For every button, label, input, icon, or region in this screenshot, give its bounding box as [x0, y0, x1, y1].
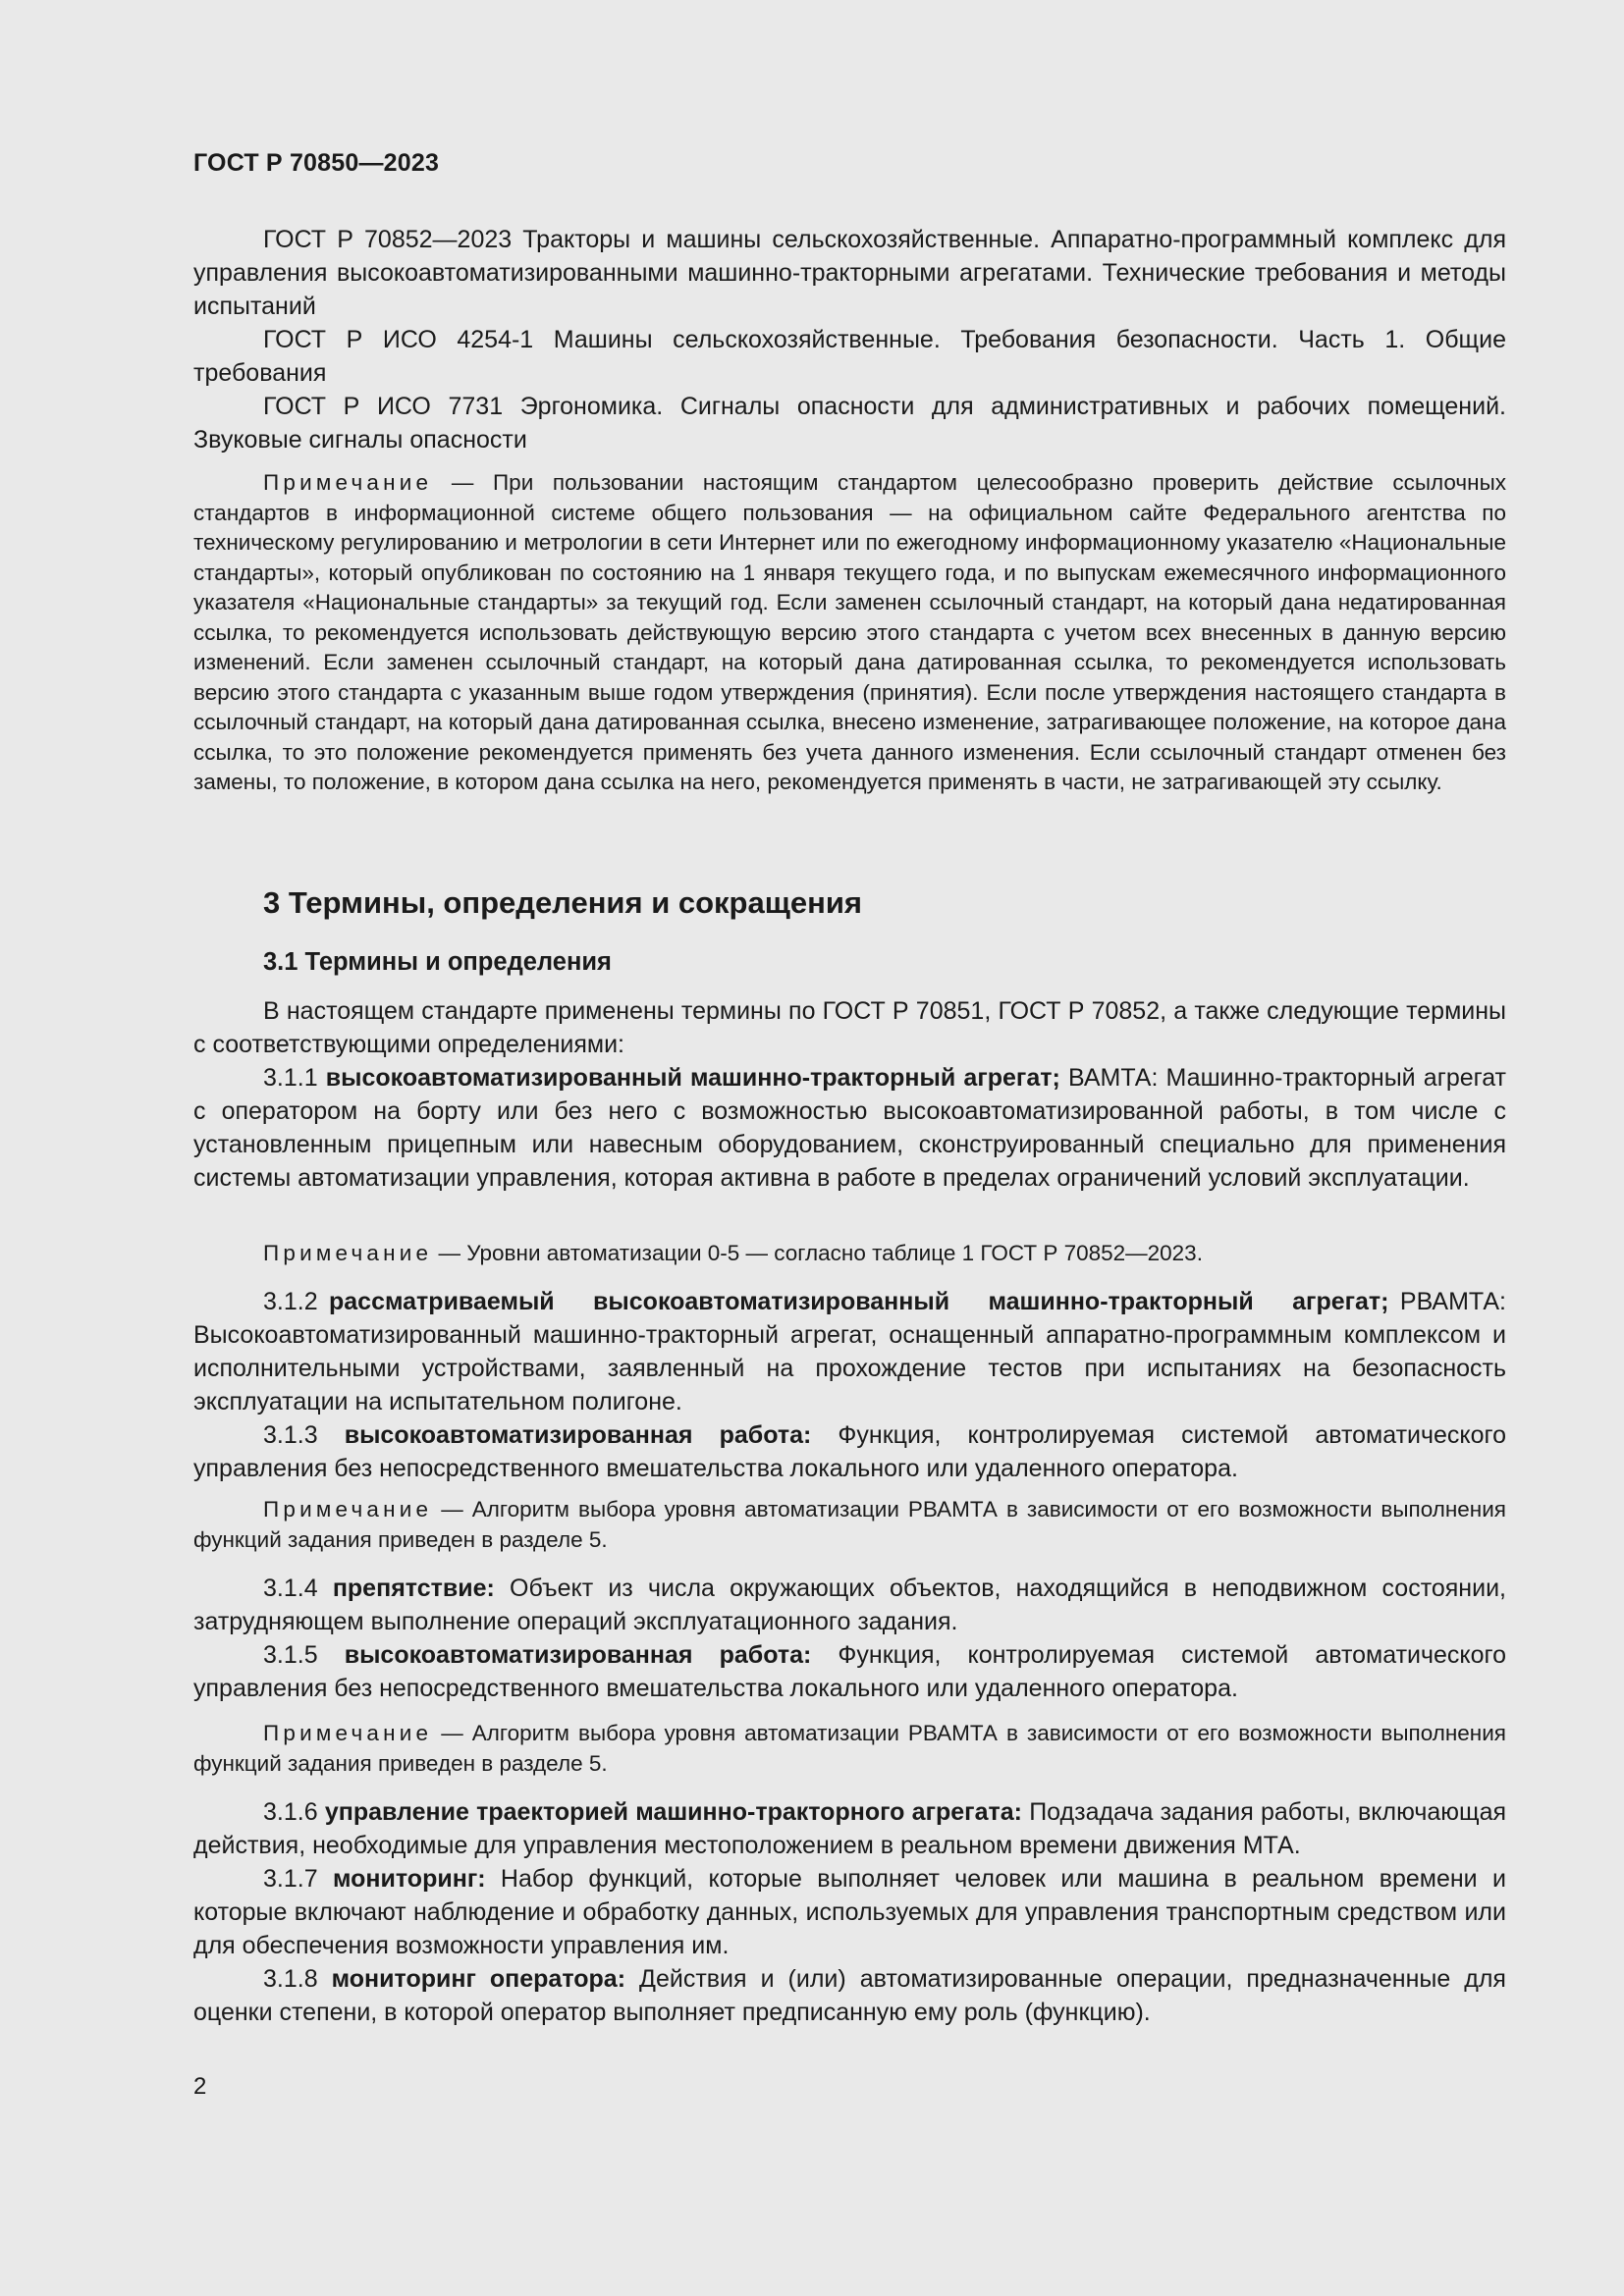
terms-block-4: [193, 1795, 1506, 2029]
subsection-title: 3.1 Термины и определения: [263, 948, 612, 976]
note-label: Примечание: [263, 470, 433, 495]
normative-references: [193, 223, 1506, 456]
page-number: 2: [193, 2073, 207, 2100]
document-header: ГОСТ Р 70850—2023: [193, 149, 440, 177]
note-label: Примечание: [263, 1241, 433, 1265]
reference-item: ГОСТ Р 70852—2023 Тракторы и машины сельскохозяйственные. Аппаратно-программный комплекс для управления высокоавтоматизированными машинно-тракторными агрегатами. Технические требования и методы испытаний: [193, 226, 1506, 320]
note-3-1-3: Примечание — Алгоритм выбора уровня автоматизации РВАМТА в зависимости от его возможности выполнения функций задания приведен в разделе 5.: [193, 1497, 1506, 1552]
terms-block-1: [193, 994, 1506, 1195]
note-text: — При пользовании настоящим стандартом целесообразно проверить действие ссылочных стандартов в информационной системе общего пользования — на официальном сайте Федерального агентства по техническому регулированию и метрологии в сети Интернет или по ежегодному информационному указателю «Национальные стандарты», который опубликован по состоянию на 1 января текущего года, и по выпускам ежемесячного информационного указателя «Национальные стандарты» за текущий год. Если заменен ссылочный стандарт, на который дана недатированная ссылка, то рекомендуется использовать действующую версию этого стандарта с учетом всех внесенных в данную версию изменений. Если заменен ссылочный стандарт, на который дана датированная ссылка, то рекомендуется использовать версию этого стандарта с указанным выше годом утверждения (принятия). Если после утверждения настоящего стандарта в ссылочный стандарт, на который дана датированная ссылка, внесено изменение, затрагивающее положение, на которое дана ссылка, то это положение рекомендуется применять без учета данного изменения. Если ссылочный стандарт отменен без замены, то положение, в котором дана ссылка на него, рекомендуется применять в части, не затрагивающей эту ссылку.: [193, 470, 1506, 794]
note-3-1-1: Примечание — Уровни автоматизации 0-5 — согласно таблице 1 ГОСТ Р 70852—2023.: [263, 1241, 1203, 1265]
term-3-1-3: 3.1.3 высокоавтоматизированная работа: Функция, контролируемая системой автоматического управления без непосредственного вмешательства локального или удаленного оператора.: [193, 1421, 1507, 1482]
note-label: Примечание: [263, 1721, 433, 1745]
terms-block-2: [193, 1285, 1506, 1485]
term-3-1-6: 3.1.6 управление траекторией машинно-тракторного агрегата: Подзадача задания работы, включающая действия, необходимые для управления местоположением в реальном времени движения МТА.: [193, 1798, 1507, 1859]
terms-block-3: [193, 1572, 1506, 1705]
reference-item: ГОСТ Р ИСО 7731 Эргономика. Сигналы опасности для административных и рабочих помещений. Звуковые сигналы опасности: [193, 393, 1506, 454]
section-intro: В настоящем стандарте применены термины по ГОСТ Р 70851, ГОСТ Р 70852, а также следующие термины с соответствующими определениями:: [193, 997, 1506, 1058]
section-title: 3 Термины, определения и сокращения: [263, 885, 862, 920]
reference-item: ГОСТ Р ИСО 4254-1 Машины сельскохозяйственные. Требования безопасности. Часть 1. Общие требования: [193, 326, 1506, 387]
note-label: Примечание: [263, 1497, 433, 1522]
term-3-1-5: 3.1.5 высокоавтоматизированная работа: Функция, контролируемая системой автоматического управления без непосредственного вмешательства локального или удаленного оператора.: [193, 1641, 1507, 1702]
term-3-1-4: 3.1.4 препятствие: Объект из числа окружающих объектов, находящийся в неподвижном состоянии, затрудняющем выполнение операций эксплуатационного задания.: [193, 1575, 1506, 1635]
references-note: [193, 468, 1506, 798]
term-3-1-2: 3.1.2 рассматриваемый высокоавтоматизированный машинно-тракторный агрегат; РВАМТА: Высокоавтоматизированный машинно-тракторный агрегат, оснащенный аппаратно-программным комплексом и исполнительными устройствами, заявленный на прохождение тестов при испытаниях на безопасность эксплуатации на испытательном полигоне.: [193, 1288, 1506, 1415]
term-3-1-1: 3.1.1 высокоавтоматизированный машинно-тракторный агрегат; ВАМТА: Машинно-тракторный агрегат с оператором на борту или без него с возможностью высокоавтоматизированной работы, в том числе с установленным прицепным или навесным оборудованием, сконструированный специально для применения системы автоматизации управления, которая активна в работе в пределах ограничений условий эксплуатации.: [193, 1064, 1506, 1192]
term-3-1-7: 3.1.7 мониторинг: Набор функций, которые выполняет человек или машина в реальном времени и которые включают наблюдение и обработку данных, используемых для управления транспортным средством или для обеспечения возможности управления им.: [193, 1865, 1506, 1959]
term-3-1-8: 3.1.8 мониторинг оператора: Действия и (или) автоматизированные операции, предназначенные для оценки степени, в которой оператор выполняет предписанную ему роль (функцию).: [193, 1965, 1506, 2026]
note-3-1-5: Примечание — Алгоритм выбора уровня автоматизации РВАМТА в зависимости от его возможности выполнения функций задания приведен в разделе 5.: [193, 1721, 1506, 1776]
